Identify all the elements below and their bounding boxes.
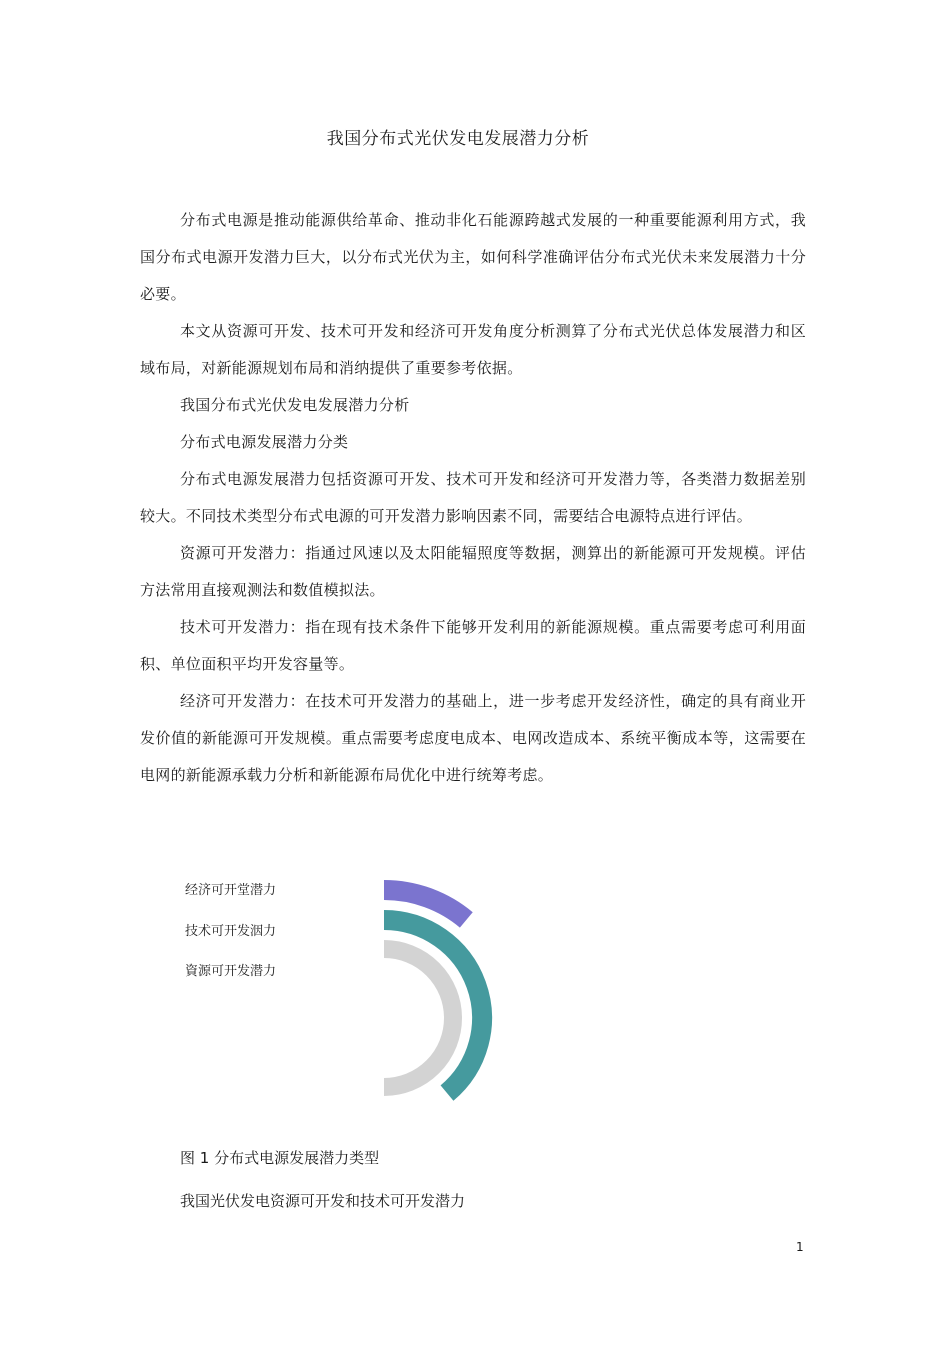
paragraph: 本文从资源可开发、技术可开发和经济可开发角度分析测算了分布式光伏总体发展潜力和区域布局，对新能源规划布局和消纳提供了重要参考依据。 <box>140 322 806 377</box>
legend-label-economic: 经济可开堂潜力 <box>185 883 277 898</box>
section-heading: 分布式电源发展潜力分类 <box>180 433 349 451</box>
legend-label-technical: 技术可开发洇力 <box>185 924 277 939</box>
potential-types-chart <box>140 870 660 1145</box>
chart-svg <box>140 870 660 1145</box>
paragraph: 分布式电源发展潜力包括资源可开发、技术可开发和经济可开发潜力等，各类潜力数据差别较大。不同技术类型分布式电源的可开发潜力影响因素不同，需要结合电源特点进行评估。 <box>140 470 806 525</box>
figure-caption: 图 1 分布式电源发展潜力类型 <box>180 1149 380 1167</box>
body-text <box>140 202 806 794</box>
paragraph: 经济可开发潜力：在技术可开发潜力的基础上，进一步考虑开发经济性，确定的具有商业开发价值的新能源可开发规模。重点需要考虑度电成本、电网改造成本、系统平衡成本等，这需要在电网的新能源承载力分析和新能源布局优化中进行统筹考虑。 <box>140 692 806 784</box>
page-title: 我国分布式光伏发电发展潜力分析 <box>326 129 590 149</box>
page-number: 1 <box>796 1240 804 1254</box>
paragraph: 技术可开发潜力：指在现有技术条件下能够开发利用的新能源规模。重点需要考虑可利用面积、单位面积平均开发容量等。 <box>140 618 806 673</box>
arc-resource <box>384 949 453 1087</box>
paragraph: 资源可开发潜力：指通过风速以及太阳能辐照度等数据，测算出的新能源可开发规模。评估方法常用直接观测法和数值模拟法。 <box>140 544 806 599</box>
section-heading: 我国分布式光伏发电发展潜力分析 <box>180 396 410 414</box>
subheading: 我国光伏发电资源可开发和技术可开发潜力 <box>180 1192 466 1210</box>
paragraph: 分布式电源是推动能源供给革命、推动非化石能源跨越式发展的一种重要能源利用方式，我国分布式电源开发潜力巨大，以分布式光伏为主，如何科学准确评估分布式光伏未来发展潜力十分必要。 <box>140 211 806 303</box>
legend-label-resource: 資源可开发潜力 <box>185 964 277 979</box>
